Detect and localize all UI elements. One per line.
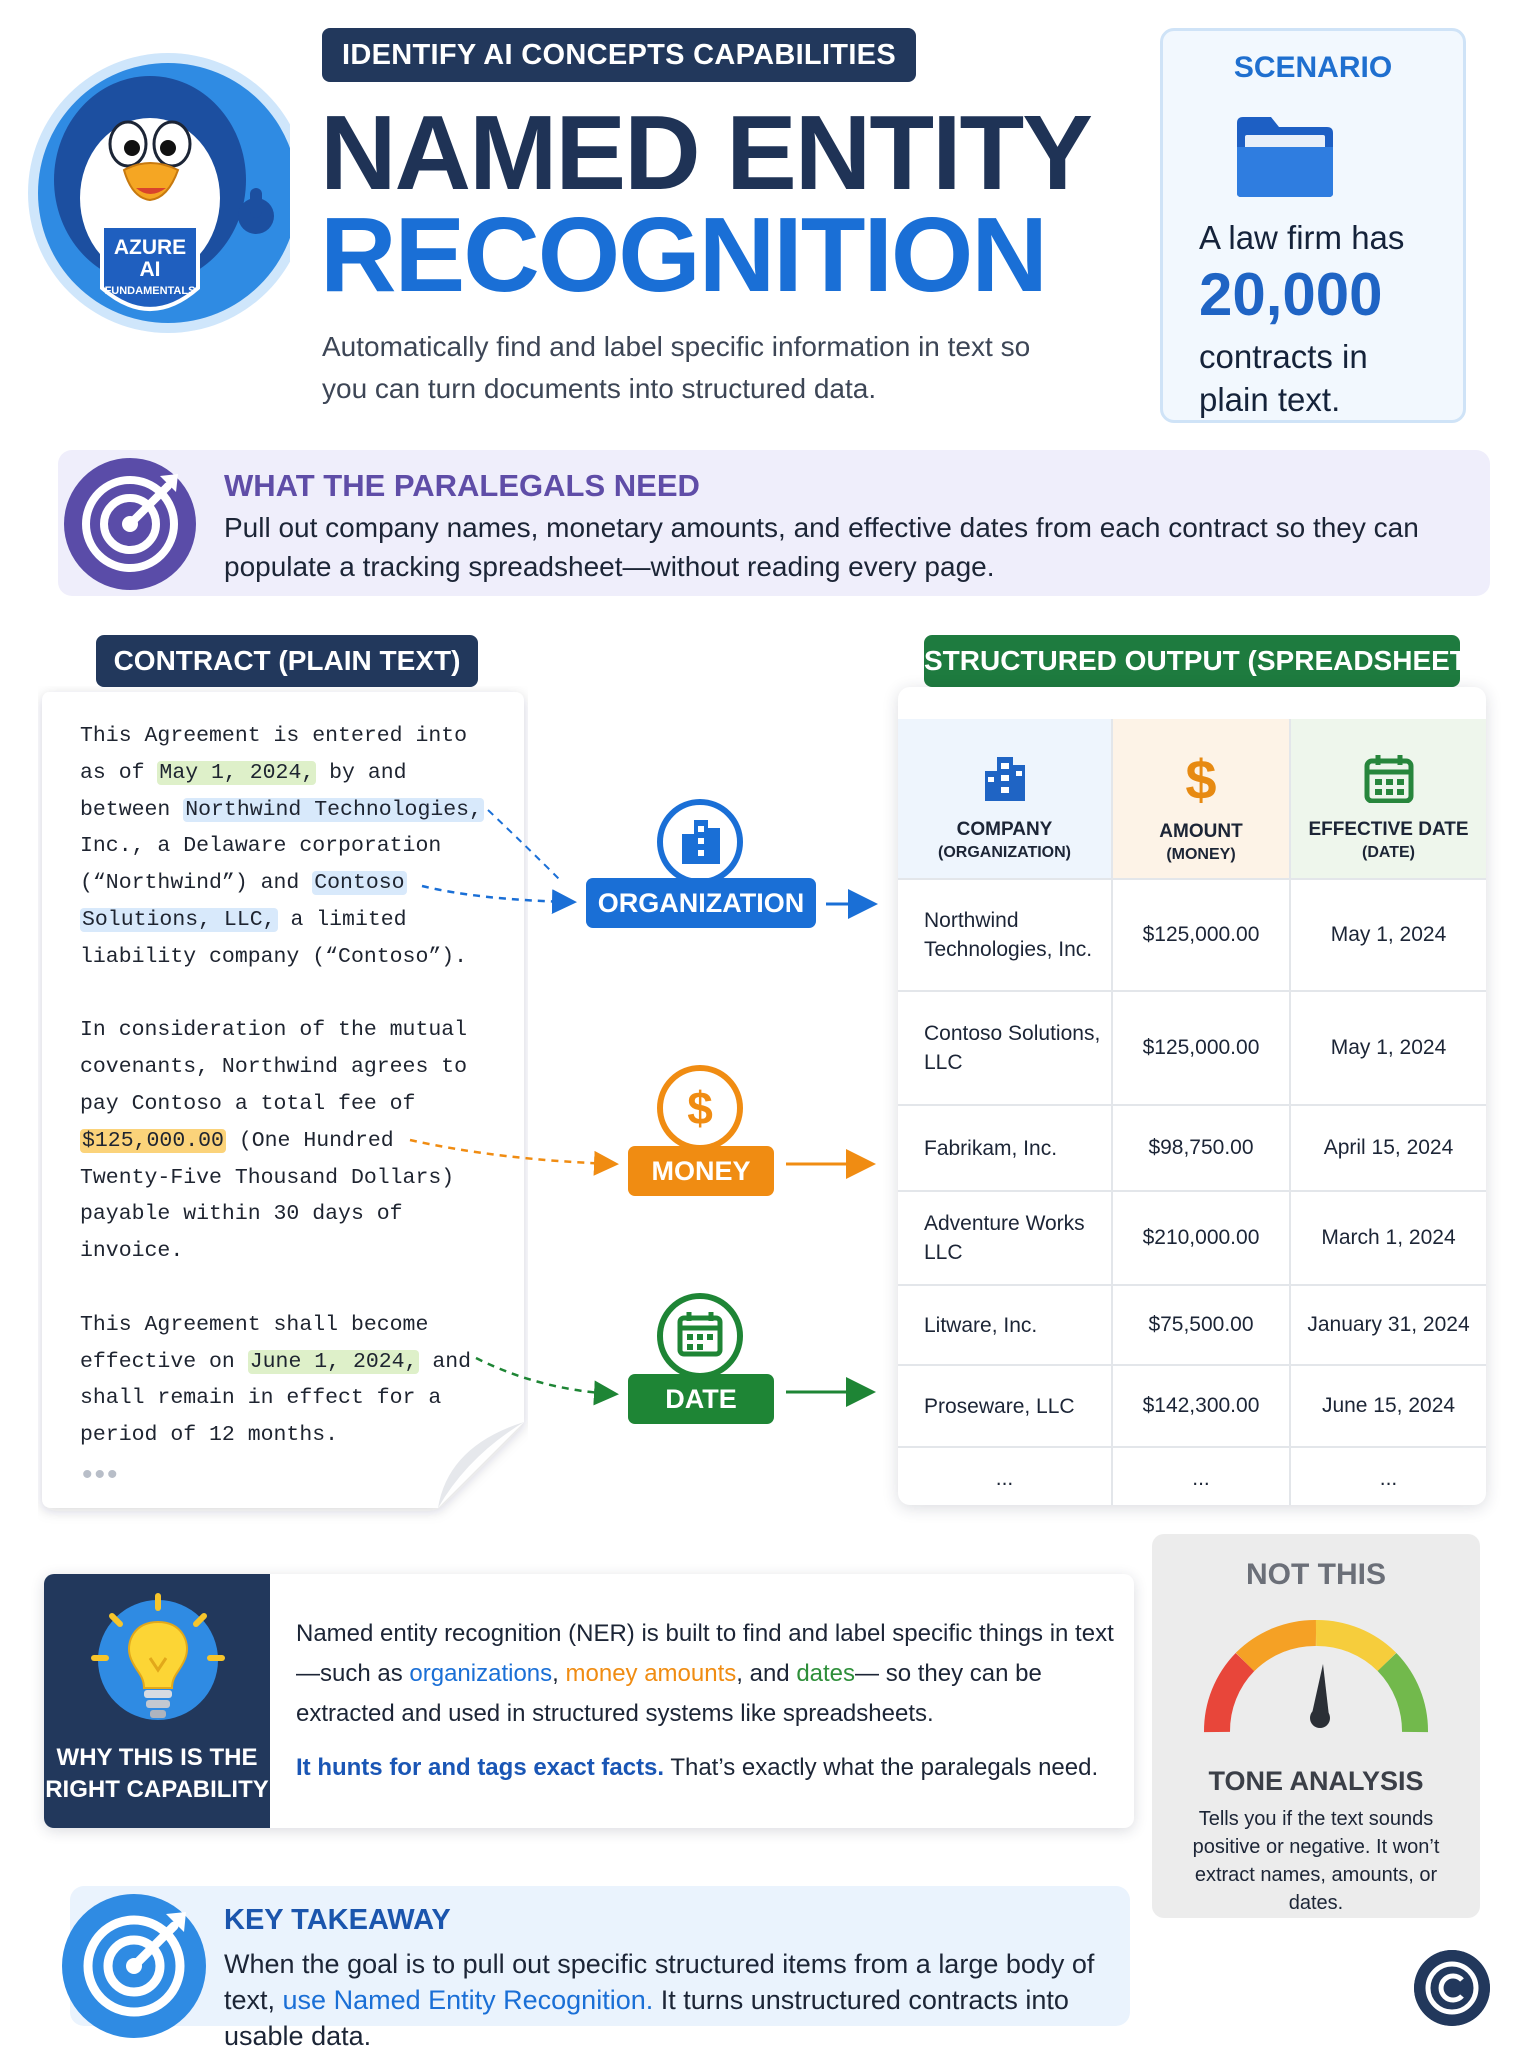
page-title-line1: NAMED ENTITY — [320, 94, 1091, 212]
table-row — [898, 991, 1486, 1105]
scenario-text-line1: A law firm has — [1199, 219, 1405, 256]
cell-amount: $125,000.00 — [1112, 879, 1290, 991]
category-tag: IDENTIFY AI CONCEPTS CAPABILITIES — [322, 28, 916, 82]
why-text-part: , — [552, 1660, 566, 1687]
cell-ellipsis: ... — [898, 1447, 1112, 1505]
cell-date: May 1, 2024 — [1290, 879, 1486, 991]
cell-company: Litware, Inc. — [898, 1285, 1112, 1365]
dollar-icon — [654, 1062, 746, 1154]
target-icon — [58, 1888, 214, 2044]
contract-line: invoice. — [80, 1239, 184, 1264]
scenario-text-line2: contracts in plain text. — [1199, 338, 1368, 418]
scenario-card — [1160, 28, 1466, 423]
column-header-company — [898, 719, 1112, 879]
contract-line: (“Northwind”) and — [80, 871, 313, 896]
cell-amount: $210,000.00 — [1112, 1191, 1290, 1285]
cell-date: March 1, 2024 — [1290, 1191, 1486, 1285]
badge-ai: AI — [139, 258, 161, 281]
why-label-panel — [44, 1574, 270, 1828]
takeaway-text-part: It turns unstructured contracts into usable data. — [224, 1985, 1069, 2048]
takeaway-emphasis: use Named Entity Recognition. — [282, 1985, 654, 2015]
column-sub: (DATE) — [1361, 844, 1416, 861]
page-subtitle: Automatically find and label specific information in text so you can turn documents into structured data. — [322, 331, 1031, 404]
why-text-part: , and — [736, 1660, 797, 1687]
paralegals-need-band — [58, 450, 1490, 596]
output-table — [898, 719, 1486, 1505]
spreadsheet-card — [898, 687, 1486, 1505]
contract-paragraph-2 — [80, 1012, 500, 1270]
contract-line: covenants, Northwind agrees to — [80, 1055, 468, 1080]
cell-company: Contoso Solutions, LLC — [898, 991, 1112, 1105]
contract-line: Twenty-Five Thousand Dollars) — [80, 1165, 455, 1190]
contract-line: between — [80, 797, 184, 822]
why-label: WHY THIS IS THE RIGHT CAPABILITY — [45, 1744, 269, 1803]
contract-line: In consideration of the mutual — [80, 1018, 468, 1043]
contract-line: period of 12 months. — [80, 1423, 339, 1448]
calendar-icon — [1364, 753, 1414, 803]
tone-analysis-title: TONE ANALYSIS — [1208, 1766, 1424, 1796]
highlight-money: $125,000.00 — [82, 1128, 224, 1153]
why-text-part: — so they can be extracted and used in structured systems like spreadsheets. — [296, 1660, 1042, 1727]
contract-line: This Agreement is entered into — [80, 724, 468, 748]
money-entity-tag: MONEY — [628, 1146, 774, 1196]
contract-line: effective on — [80, 1349, 248, 1374]
table-row — [898, 1105, 1486, 1191]
cell-date: June 15, 2024 — [1290, 1365, 1486, 1447]
not-this-card — [1152, 1534, 1480, 1918]
gauge-icon — [1203, 1610, 1429, 1742]
column-name: COMPANY — [956, 819, 1053, 840]
cell-date: May 1, 2024 — [1290, 991, 1486, 1105]
takeaway-text-part: When the goal is to pull out specific structured items from a large body of text, — [224, 1949, 1095, 2015]
keyword-dates: dates — [796, 1660, 856, 1687]
highlight-organization: Northwind Technologies, — [185, 797, 482, 822]
column-name: EFFECTIVE DATE — [1308, 819, 1469, 840]
building-icon — [981, 753, 1029, 803]
keyword-money-amounts: money amounts — [565, 1660, 737, 1687]
contract-paragraph-1 — [80, 718, 500, 976]
scenario-number: 20,000 — [1199, 261, 1383, 328]
key-takeaway-title: KEY TAKEAWAY — [224, 1904, 451, 1936]
cell-ellipsis: ... — [1112, 1447, 1290, 1505]
column-header-effective-date — [1290, 719, 1486, 879]
contract-line: This Agreement shall become — [80, 1312, 429, 1337]
table-row — [898, 1191, 1486, 1285]
cell-company: Proseware, LLC — [898, 1365, 1112, 1447]
penguin-mascot-icon — [28, 48, 290, 338]
contract-line: and — [419, 1349, 472, 1374]
why-emphasis-line — [296, 1748, 1116, 1788]
contract-line: a limited — [277, 907, 407, 932]
table-header-row — [898, 719, 1486, 879]
calendar-icon — [654, 1290, 746, 1382]
cell-company: Fabrikam, Inc. — [898, 1105, 1112, 1191]
key-takeaway-text — [224, 1946, 1144, 2048]
badge-azure: AZURE — [113, 236, 187, 259]
table-row — [898, 1285, 1486, 1365]
badge-fundamentals: FUNDAMENTALS — [104, 285, 196, 297]
output-section-label: STRUCTURED OUTPUT (SPREADSHEET) — [924, 635, 1460, 687]
cell-amount: $75,500.00 — [1112, 1285, 1290, 1365]
cell-amount: $98,750.00 — [1112, 1105, 1290, 1191]
contract-line: pay Contoso a total fee of — [80, 1091, 416, 1116]
highlight-organization: Contoso — [314, 871, 405, 896]
table-row — [898, 879, 1486, 991]
keyword-organizations: organizations — [409, 1660, 553, 1687]
building-icon — [654, 796, 746, 888]
not-this-title: NOT THIS — [1246, 1558, 1386, 1591]
why-emphasis: It hunts for and tags exact facts. — [296, 1754, 665, 1781]
contract-line: Inc., a Delaware corporation — [80, 834, 442, 859]
date-entity-tag: DATE — [628, 1374, 774, 1424]
contract-line: liability company (“Contoso”). — [80, 944, 468, 969]
cell-ellipsis: ... — [1290, 1447, 1486, 1505]
table-row — [898, 1365, 1486, 1447]
lightbulb-icon — [88, 1592, 228, 1742]
contract-paragraph-3 — [80, 1307, 500, 1454]
column-name: AMOUNT — [1159, 821, 1243, 842]
column-header-amount — [1112, 719, 1290, 879]
page-title-line2: RECOGNITION — [320, 196, 1046, 314]
contract-line: as of — [80, 760, 158, 785]
contract-section-label: CONTRACT (PLAIN TEXT) — [96, 635, 478, 687]
highlight-organization: Solutions, LLC, — [82, 907, 276, 932]
contract-line: by and — [316, 760, 407, 785]
cell-company: Adventure Works LLC — [898, 1191, 1112, 1285]
need-title: WHAT THE PARALEGALS NEED — [224, 468, 700, 503]
contract-ellipsis: ••• — [82, 1458, 120, 1491]
table-row-ellipsis — [898, 1447, 1486, 1505]
cell-date: January 31, 2024 — [1290, 1285, 1486, 1365]
scenario-title: SCENARIO — [1233, 51, 1393, 84]
tone-analysis-text: Tells you if the text sounds positive or negative. It won’t extract names, amounts, or dates. — [1192, 1808, 1440, 1914]
column-sub: (MONEY) — [1166, 846, 1236, 863]
highlight-date: May 1, 2024, — [159, 760, 315, 785]
copyright-icon — [1414, 1950, 1490, 2026]
why-text-part: Named entity recognition (NER) is built to find and label specific things in text—such as — [296, 1620, 1114, 1687]
target-icon — [60, 452, 204, 596]
contract-line: payable within 30 days of — [80, 1202, 403, 1227]
cell-amount: $142,300.00 — [1112, 1365, 1290, 1447]
need-text: Pull out company names, monetary amounts, and effective dates from each contract so they can populate a tracking spreadsheet—without reading every page. — [224, 512, 1419, 582]
cell-amount: $125,000.00 — [1112, 991, 1290, 1105]
why-paragraph — [296, 1614, 1116, 1734]
svg-text:$: $ — [1185, 751, 1217, 805]
folder-icon — [1235, 113, 1335, 199]
organization-entity-tag: ORGANIZATION — [586, 878, 816, 928]
svg-text:$: $ — [687, 1082, 713, 1134]
cell-date: April 15, 2024 — [1290, 1105, 1486, 1191]
why-text-part: That’s exactly what the paralegals need. — [664, 1754, 1099, 1781]
column-sub: (ORGANIZATION) — [937, 844, 1071, 861]
cell-company: Northwind Technologies, Inc. — [898, 879, 1112, 991]
why-text — [296, 1614, 1116, 1788]
why-capability-card — [44, 1574, 1134, 1828]
contract-text — [80, 718, 500, 1454]
dollar-icon — [1177, 751, 1225, 805]
contract-line: (One Hundred — [225, 1128, 394, 1153]
contract-line: shall remain in effect for a — [80, 1386, 442, 1411]
highlight-date: June 1, 2024, — [249, 1349, 418, 1374]
